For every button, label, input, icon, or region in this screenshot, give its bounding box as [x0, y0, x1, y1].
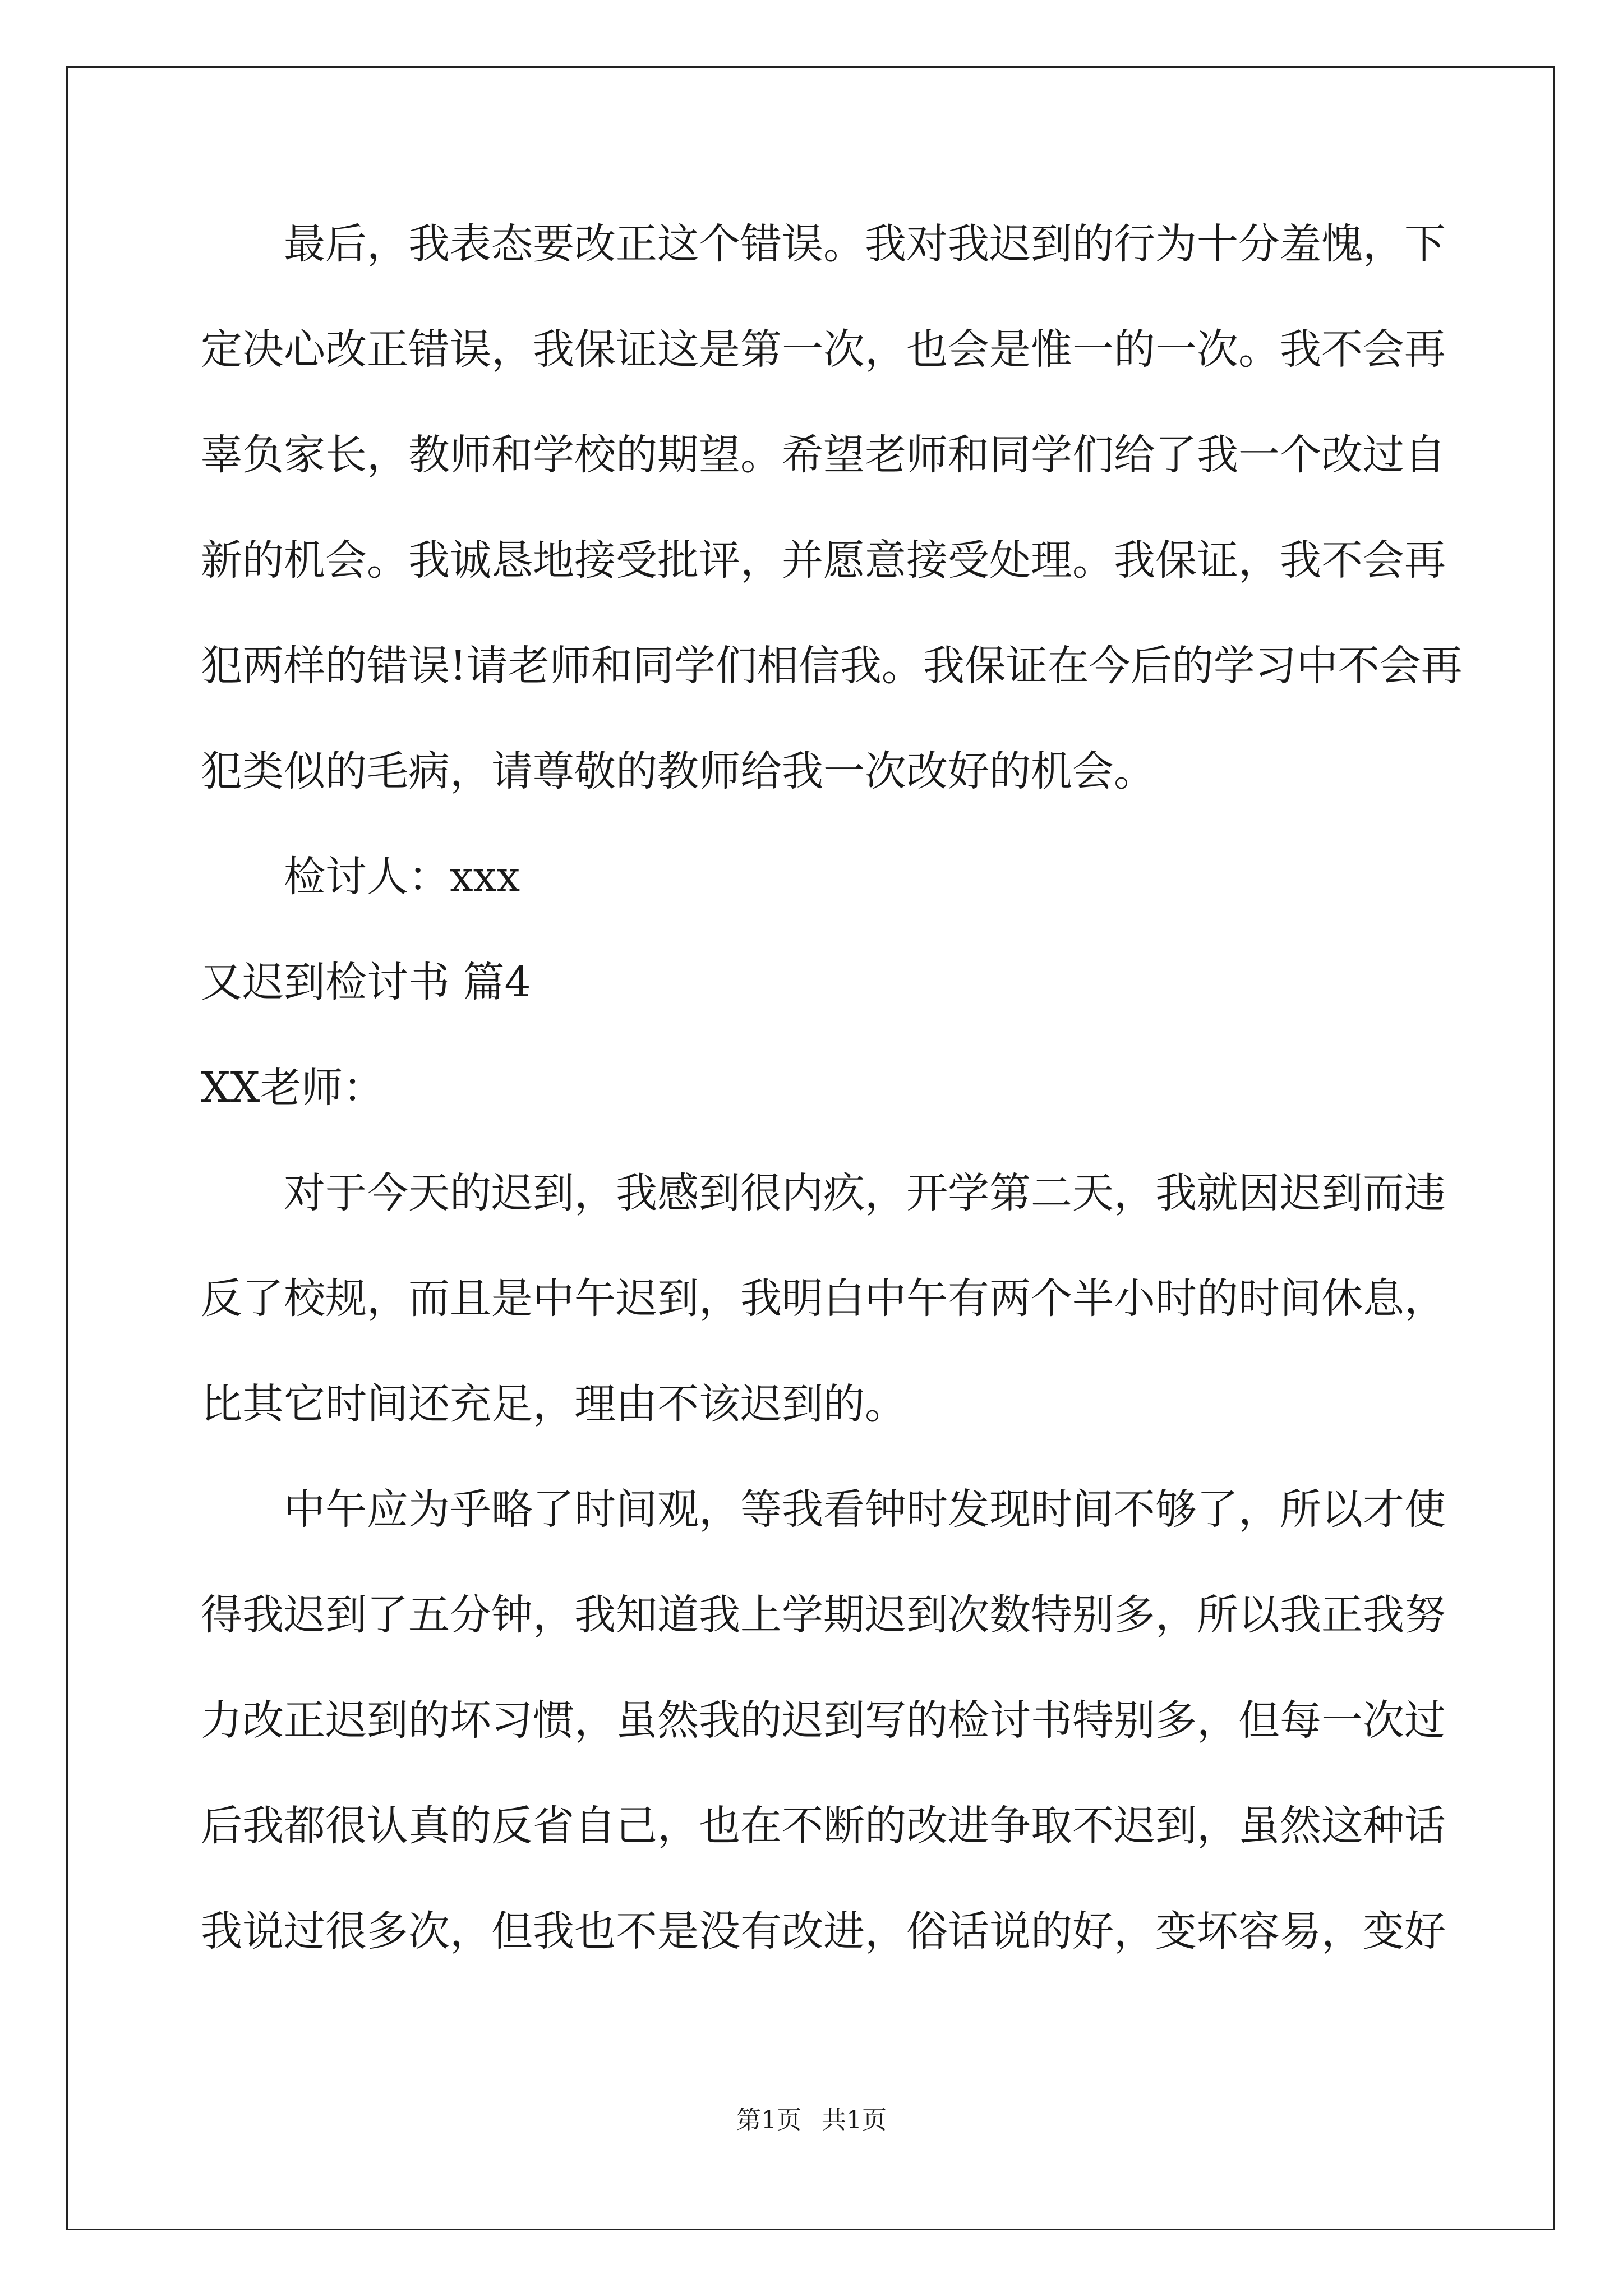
paragraph-line: 中午应为乎略了时间观，等我看钟时发现时间不够了，所以才使: [201, 1485, 1446, 1534]
signature-line: 检讨人：xxx: [201, 853, 520, 901]
paragraph-line: 犯两样的错误!请老师和同学们相信我。我保证在今后的学习中不会再: [201, 642, 1463, 690]
paragraph-line: 得我迟到了五分钟，我知道我上学期迟到次数特别多，所以我正我努: [201, 1591, 1446, 1639]
section-heading: 又迟到检讨书 篇4: [201, 958, 531, 1006]
paragraph-line: 犯类似的毛病，请尊敬的教师给我一次改好的机会。: [201, 747, 1155, 795]
paragraph-line: 反了校规，而且是中午迟到，我明白中午有两个半小时的时间休息，: [201, 1274, 1446, 1323]
paragraph-line: 比其它时间还充足，理由不该迟到的。: [201, 1380, 906, 1428]
paragraph-line: 后我都很认真的反省自己，也在不断的改进争取不迟到，虽然这种话: [201, 1802, 1446, 1850]
paragraph-line: 我说过很多次，但我也不是没有改进，俗话说的好，变坏容易，变好: [201, 1907, 1446, 1955]
page-number: 第1页: [736, 2106, 801, 2134]
salutation: XX老师：: [201, 1064, 385, 1112]
paragraph-line: 新的机会。我诚恳地接受批评，并愿意接受处理。我保证，我不会再: [201, 536, 1446, 585]
paragraph-line: 定决心改正错误，我保证这是第一次，也会是惟一的一次。我不会再: [201, 325, 1446, 374]
paragraph-line: 辜负家长，教师和学校的期望。希望老师和同学们给了我一个改过自: [201, 431, 1446, 479]
paragraph-line: 力改正迟到的坏习惯，虽然我的迟到写的检讨书特别多，但每一次过: [201, 1696, 1446, 1745]
paragraph-line: 对于今天的迟到，我感到很内疚，开学第二天，我就因迟到而违: [201, 1169, 1446, 1217]
paragraph-line: 最后，我表态要改正这个错误。我对我迟到的行为十分羞愧，下: [201, 220, 1446, 268]
page-footer: [0, 2104, 1623, 2137]
page-total: 共1页: [822, 2106, 887, 2134]
